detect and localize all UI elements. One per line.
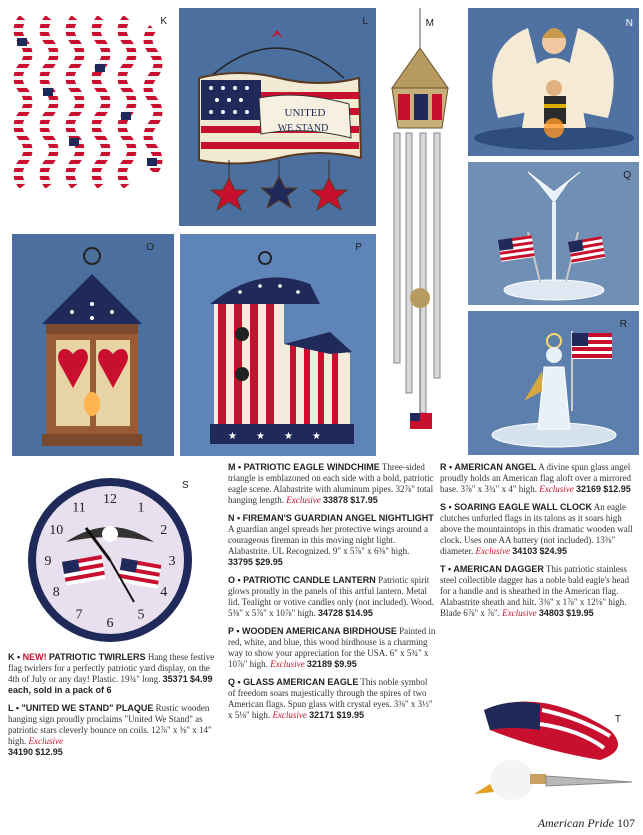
page-footer	[538, 816, 635, 831]
product-r: R • AMERICAN ANGEL A divine spun glass angel proudly holds an American flag aloft over a mirrored base. 3⅞" x 3¾" x 4" high. Exclusive 32169 $12.95	[440, 462, 631, 494]
label-s: S	[182, 480, 189, 491]
product-l: L • "UNITED WE STAND" PLAQUE Rustic wooden hanging sign proudly proclaims "United We Stand" as patriotic stars cleverly bounce on coils. 12⅞" x ⅜" x 14" high. Exclusive 34190 $12.95	[8, 703, 212, 757]
clock-numeral: 1	[137, 500, 145, 516]
clock-numeral: 4	[160, 585, 168, 600]
angel-nightlight-image	[468, 8, 639, 156]
clock-numeral: 12	[103, 492, 117, 507]
label-p: P	[355, 242, 362, 253]
text-col-mid	[228, 462, 436, 728]
clock-numeral: 11	[72, 500, 86, 516]
product-q: Q • GLASS AMERICAN EAGLE This noble symbol of freedom soars majestically through the spires of two American flags. Spun glass with crystal eyes. 3⅜" x 3½" x 5⅛" high. Exclusive 32171 $19.95	[228, 677, 433, 720]
product-m: M • PATRIOTIC EAGLE WINDCHIME Three-sided triangle is emblazoned on each side with a bold, patriotic eagle scene. Alabastrite with aluminum pipes. 32⅞" total hanging length. Exclusive 33878 $17.95	[228, 462, 434, 505]
svg-text:★: ★	[228, 431, 237, 442]
clock-numeral: 3	[168, 554, 176, 569]
label-l: L	[362, 16, 368, 27]
product-k: K • NEW! PATRIOTIC TWIRLERS Hang these festive flag twirlers for a perfectly patriotic yard display, on the 4th of July or any day! Plastic. 19¾" long. 35371 $4.99 each, sold in a pack of 6	[8, 652, 215, 695]
page-number: 107	[617, 816, 635, 830]
text-col-right	[440, 462, 638, 626]
product-t: T • AMERICAN DAGGER This patriotic stainless steel collectible dagger has a noble bald eagle's head for a handle and is sheathed in the American flag. Alabastrite sheath and hilt. 3⅜" x 1⅞" x 12⅛" high. Blade 6⅞" x ⅞". Exclusive 34803 $19.95	[440, 564, 630, 618]
windchime-image	[380, 8, 462, 446]
birdhouse-image	[180, 234, 376, 456]
product-s: S • SOARING EAGLE WALL CLOCK An eagle clutches unfurled flags in its talons as it soars high above the mountaintops in this dramatic wooden wall clock. Uses one AA battery (not included). 13⅜" diameter. Exclusive 34103 $24.95	[440, 502, 633, 556]
product-n: N • FIREMAN'S GUARDIAN ANGEL NIGHTLIGHT A guardian angel spreads her protective wings around a courageous fireman in this moving night light. Alabastrite. UL Recognized. 9" x 5⅞" x 6⅜" high. 33795 $29.95	[228, 513, 434, 567]
product-p: P • WOODEN AMERICANA BIRDHOUSE Painted in red, white, and blue, this wood birdhouse is a charming way to show your appreciation for the USA. 6" x 5¾" x 10⅞" high. Exclusive 32189 $9.95	[228, 626, 436, 669]
svg-text:★: ★	[256, 431, 265, 442]
plaque-image	[179, 8, 376, 226]
clock-numeral: 10	[49, 523, 64, 538]
label-o: O	[146, 242, 154, 253]
section-title: American Pride	[537, 816, 614, 830]
new-badge: NEW!	[22, 652, 47, 662]
svg-text:★: ★	[284, 431, 293, 442]
svg-text:★: ★	[312, 431, 321, 442]
label-m: M	[425, 18, 434, 29]
twirler-group	[18, 18, 158, 186]
clock-numeral: 8	[52, 585, 60, 600]
clock-image	[6, 472, 222, 644]
label-k: K	[160, 16, 167, 27]
label-q: Q	[623, 170, 631, 181]
glass-angel-image	[468, 311, 639, 455]
label-n: N	[625, 18, 633, 29]
clock-numeral: 6	[106, 616, 114, 631]
clock-numeral: 7	[75, 607, 83, 623]
dagger-image	[470, 690, 639, 812]
label-r: R	[619, 319, 627, 330]
product-o: O • PATRIOTIC CANDLE LANTERN Patriotic spirit glows proudly in the panels of this artful lantern. Metal lid. Tealight or votive candles only (not included). Wood. 5⅜" x 5⅞" x 10⅞" high. 34728 $14.95	[228, 575, 435, 618]
plaque-text-top: UNITED	[284, 107, 326, 119]
twirlers-image	[5, 8, 173, 233]
text-col-left	[8, 652, 220, 765]
clock-numeral: 9	[44, 554, 52, 569]
clock-numeral: 2	[160, 523, 168, 538]
clock-numeral: 5	[137, 607, 145, 623]
glass-eagle-image	[468, 162, 639, 305]
label-t: T	[614, 714, 621, 725]
plaque-text-bottom: WE STAND	[277, 123, 329, 134]
lantern-image	[12, 234, 174, 456]
